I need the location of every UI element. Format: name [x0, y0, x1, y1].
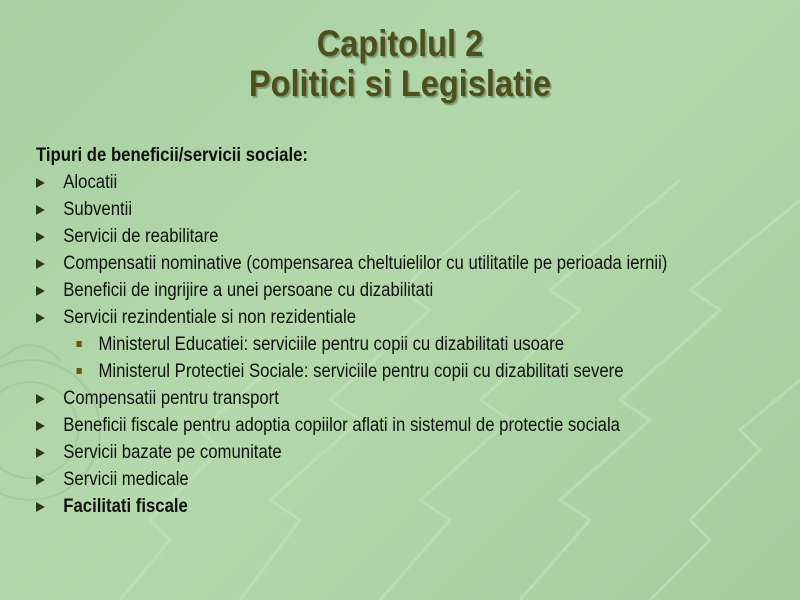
list-item-servicii-comunitate [36, 439, 758, 466]
list-item-servicii-rezidentiale [36, 304, 758, 331]
arrow-bullet-icon [36, 448, 45, 458]
list-item-servicii-reabilitare [36, 223, 758, 250]
list-item-subventii [36, 196, 758, 223]
arrow-bullet-icon [36, 232, 45, 242]
list-item-compensatii-nominative [36, 250, 758, 277]
list-item-label: Compensatii pentru transport [63, 388, 279, 409]
list-item-label: Compensatii nominative (compensarea cheltuielilor cu utilitatile pe perioada iernii) [63, 253, 668, 274]
slide-body [36, 142, 758, 520]
list-item-compensatii-transport [36, 385, 758, 412]
arrow-bullet-icon [36, 502, 45, 512]
square-bullet-icon [76, 368, 81, 374]
arrow-bullet-icon [36, 286, 45, 296]
arrow-bullet-icon [36, 205, 45, 215]
list-item-label: Servicii de reabilitare [63, 226, 219, 247]
arrow-bullet-icon [36, 313, 45, 323]
list-item-label: Servicii rezindentiale si non rezidentiale [63, 307, 357, 328]
arrow-bullet-icon [36, 394, 45, 404]
list-item-beneficii-fiscale [36, 412, 758, 439]
list-item-label: Facilitati fiscale [63, 496, 188, 517]
sublist-item-label: Ministerul Educatiei: serviciile pentru copii cu dizabilitati usoare [98, 334, 565, 355]
arrow-bullet-icon [36, 178, 45, 188]
sublist-item-ministerul-educatiei [36, 331, 758, 358]
list-item-beneficii-ingrijire [36, 277, 758, 304]
arrow-bullet-icon [36, 421, 45, 431]
list-item-label: Servicii bazate pe comunitate [63, 442, 282, 463]
list-item-label: Alocatii [63, 172, 118, 193]
list-heading: Tipuri de beneficii/servicii sociale: [36, 145, 308, 166]
arrow-bullet-icon [36, 259, 45, 269]
arrow-bullet-icon [36, 475, 45, 485]
slide-title [48, 24, 752, 104]
sublist-item-label: Ministerul Protectiei Sociale: serviciile pentru copii cu dizabilitati severe [98, 361, 624, 382]
list-item-label: Servicii medicale [63, 469, 189, 490]
list-item-alocatii [36, 169, 758, 196]
sublist-item-ministerul-protectiei [36, 358, 758, 385]
list-item-label: Beneficii de ingrijire a unei persoane cu dizabilitati [63, 280, 434, 301]
list-item-label: Subventii [63, 199, 133, 220]
list-item-label: Beneficii fiscale pentru adoptia copiilor aflati in sistemul de protectie sociala [63, 415, 620, 436]
title-line-chapter: Capitolul 2 [316, 23, 484, 64]
list-item-servicii-medicale [36, 466, 758, 493]
title-line-topic: Politici si Legislatie [248, 63, 552, 104]
list-item-facilitati-fiscale [36, 493, 758, 520]
square-bullet-icon [76, 341, 81, 347]
